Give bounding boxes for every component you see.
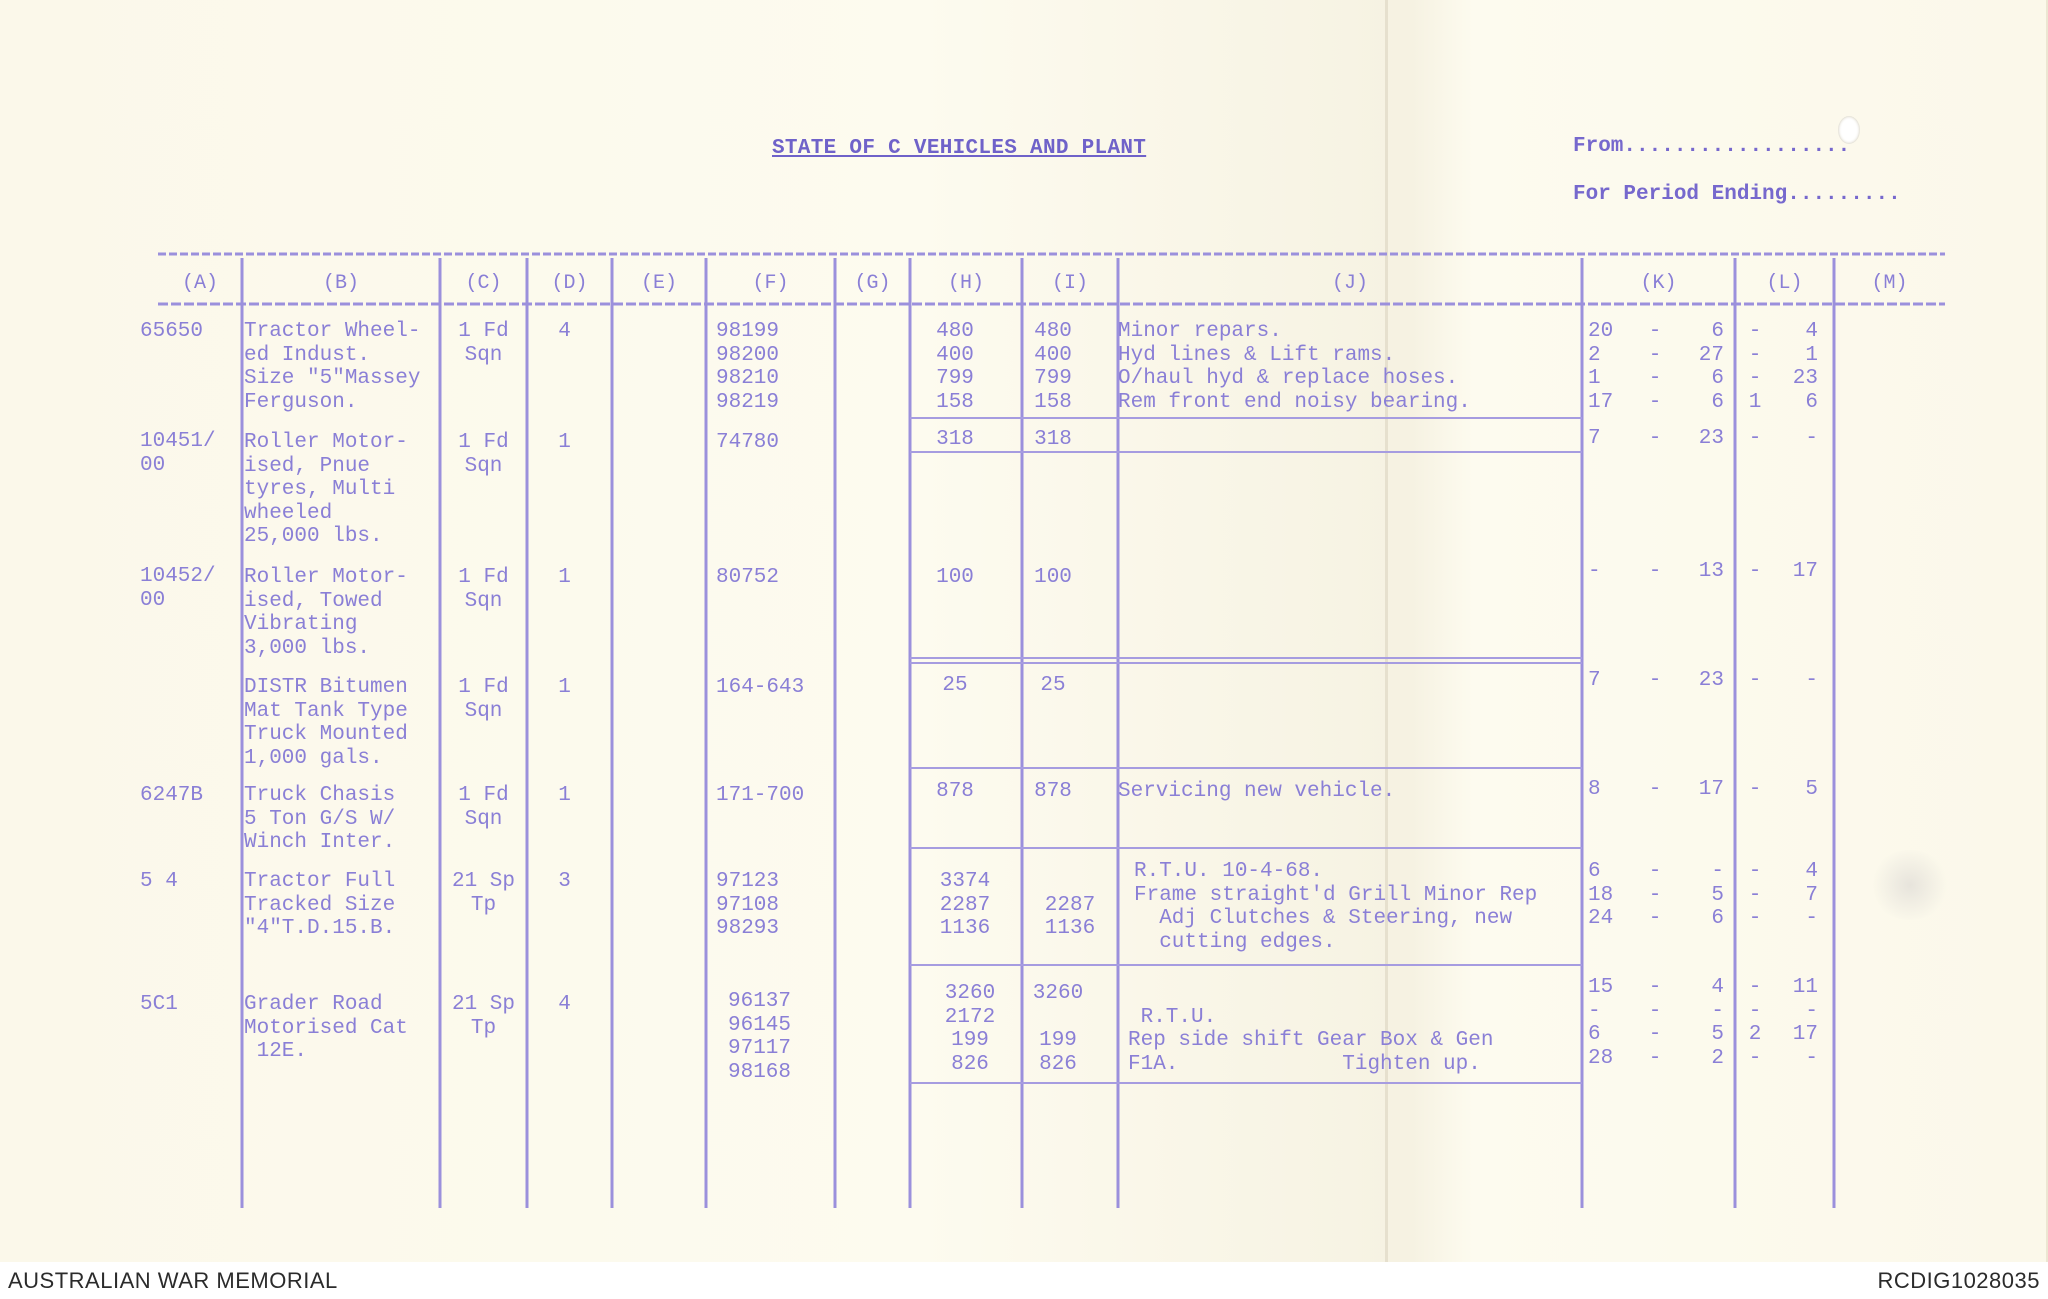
cell-l-1: - bbox=[1748, 560, 1762, 583]
column-header-m: (M) bbox=[1871, 272, 1908, 295]
cell-c: 21 Sp Tp bbox=[451, 993, 515, 1040]
cell-l-2: 4 1 23 6 bbox=[1792, 320, 1818, 414]
cell-k-3: 23 bbox=[1698, 427, 1724, 450]
cell-h: 3374 2287 1136 bbox=[939, 870, 991, 940]
cell-c: 1 Fd Sqn bbox=[458, 566, 509, 613]
cell-k-2: - bbox=[1648, 427, 1662, 450]
column-header-h: (H) bbox=[947, 272, 984, 295]
cell-j: R.T.U. 10-4-68. Frame straight'd Grill Minor Rep Adj Clutches & Steering, new cutting edges. bbox=[1134, 860, 1538, 954]
cell-l-1: - - - 1 bbox=[1748, 320, 1762, 414]
from-dots: .................. bbox=[1623, 135, 1851, 158]
cell-f: 164-643 bbox=[716, 676, 805, 699]
cell-b: DISTR Bitumen Mat Tank Type Truck Mounted 1,000 gals. bbox=[244, 676, 408, 770]
cell-a: 6247B bbox=[140, 784, 204, 807]
cell-f: 98199 98200 98210 98219 bbox=[716, 320, 780, 414]
cell-l-1: - bbox=[1748, 427, 1762, 450]
cell-k-3: 4 - 5 2 bbox=[1711, 976, 1724, 1070]
cell-c: 1 Fd Sqn bbox=[458, 431, 509, 478]
cell-f: 74780 bbox=[716, 431, 780, 454]
cell-l-2: 17 bbox=[1792, 560, 1818, 583]
cell-b: Grader Road Motorised Cat 12E. bbox=[244, 993, 408, 1063]
cell-l-2: 4 7 - bbox=[1805, 860, 1818, 930]
cell-c: 1 Fd Sqn bbox=[458, 784, 509, 831]
cell-d: 1 bbox=[558, 784, 571, 807]
cell-d: 4 bbox=[558, 320, 571, 343]
cell-j: R.T.U. Rep side shift Gear Box & Gen F1A. Tighten up. bbox=[1128, 1005, 1494, 1076]
cell-k-2: - - - - bbox=[1648, 320, 1662, 414]
cell-b: Roller Motor- ised, Towed Vibrating 3,000 lbs. bbox=[244, 566, 408, 660]
cell-h: 100 bbox=[936, 566, 974, 589]
cell-i: 100 bbox=[1034, 566, 1072, 589]
cell-l-1: - bbox=[1748, 669, 1762, 692]
cell-b: Truck Chasis 5 Ton G/S W/ Winch Inter. bbox=[244, 784, 396, 854]
column-header-e: (E) bbox=[640, 272, 677, 295]
cell-d: 1 bbox=[558, 431, 571, 454]
document-title: STATE OF C VEHICLES AND PLANT bbox=[772, 137, 1147, 160]
cell-h: 25 bbox=[942, 674, 968, 697]
column-header-c: (C) bbox=[465, 272, 502, 295]
cell-k-2: - bbox=[1648, 669, 1662, 692]
cell-k-1: 20 2 1 17 bbox=[1588, 320, 1614, 414]
cell-d: 1 bbox=[558, 566, 571, 589]
cell-i: 2287 1136 bbox=[1044, 893, 1096, 940]
cell-c: 21 Sp Tp bbox=[451, 870, 515, 917]
column-header-g: (G) bbox=[854, 272, 891, 295]
cell-l-1: - - 2 - bbox=[1748, 976, 1762, 1070]
cell-k-2: - - - bbox=[1648, 860, 1662, 930]
cell-l-1: - - - bbox=[1748, 860, 1762, 930]
cell-k-1: 15 - 6 28 bbox=[1588, 976, 1614, 1070]
cell-k-3: 13 bbox=[1698, 560, 1724, 583]
cell-k-3: 6 27 6 6 bbox=[1698, 320, 1724, 414]
cell-b: Tractor Full Tracked Size "4"T.D.15.B. bbox=[244, 870, 396, 940]
cell-l-2: 5 bbox=[1805, 778, 1818, 801]
cell-k-2: - bbox=[1648, 560, 1662, 583]
cell-k-1: 7 bbox=[1588, 427, 1601, 450]
cell-k-3: 17 bbox=[1698, 778, 1724, 801]
cell-l-2: - bbox=[1805, 427, 1818, 450]
cell-k-3: - 5 6 bbox=[1711, 860, 1724, 930]
cell-i: 878 bbox=[1034, 780, 1072, 803]
column-header-k: (K) bbox=[1640, 272, 1677, 295]
period-label: For Period Ending bbox=[1573, 183, 1788, 206]
cell-d: 1 bbox=[558, 676, 571, 699]
cell-f: 80752 bbox=[716, 566, 780, 589]
column-header-b: (B) bbox=[322, 272, 359, 295]
cell-d: 4 bbox=[558, 993, 571, 1016]
column-header-d: (D) bbox=[551, 272, 588, 295]
cell-f: 97123 97108 98293 bbox=[716, 870, 780, 940]
cell-b: Tractor Wheel- ed Indust. Size "5"Massey Ferguson. bbox=[244, 320, 421, 414]
cell-b: Roller Motor- ised, Pnue tyres, Multi wheeled 25,000 lbs. bbox=[244, 431, 408, 548]
column-header-l: (L) bbox=[1766, 272, 1803, 295]
cell-k-2: - bbox=[1648, 778, 1662, 801]
column-header-a: (A) bbox=[181, 272, 218, 295]
cell-k-1: 7 bbox=[1588, 669, 1601, 692]
cell-k-1: 6 18 24 bbox=[1588, 860, 1614, 930]
cell-h: 3260 2172 199 826 bbox=[944, 982, 996, 1076]
cell-f: 96137 96145 97117 98168 bbox=[728, 990, 792, 1084]
cell-c: 1 Fd Sqn bbox=[458, 320, 509, 367]
period-dots: ......... bbox=[1787, 183, 1901, 206]
cell-j: Servicing new vehicle. bbox=[1118, 780, 1396, 803]
cell-k-1: - bbox=[1588, 560, 1601, 583]
cell-a: 10451/ 00 bbox=[140, 430, 216, 477]
cell-l-2: 11 - 17 - bbox=[1792, 976, 1818, 1070]
cell-a: 5C1 bbox=[140, 993, 178, 1016]
from-label: From bbox=[1573, 135, 1624, 158]
cell-d: 3 bbox=[558, 870, 571, 893]
cell-a: 65650 bbox=[140, 320, 204, 343]
cell-l-2: - bbox=[1805, 669, 1818, 692]
cell-k-2: - - - - bbox=[1648, 976, 1662, 1070]
cell-i: 480 400 799 158 bbox=[1034, 320, 1072, 414]
cell-h: 878 bbox=[936, 780, 974, 803]
cell-c: 1 Fd Sqn bbox=[458, 676, 509, 723]
column-header-i: (I) bbox=[1051, 272, 1088, 295]
cell-l-1: - bbox=[1748, 778, 1762, 801]
cell-i: 25 bbox=[1040, 674, 1066, 697]
cell-h: 318 bbox=[936, 428, 974, 451]
cell-k-3: 23 bbox=[1698, 669, 1724, 692]
cell-f: 171-700 bbox=[716, 784, 805, 807]
cell-h: 480 400 799 158 bbox=[936, 320, 974, 414]
cell-k-1: 8 bbox=[1588, 778, 1601, 801]
cell-a: 5 4 bbox=[140, 870, 178, 893]
cell-i: 318 bbox=[1034, 428, 1072, 451]
footer-credit: AUSTRALIAN WAR MEMORIAL bbox=[8, 1268, 338, 1293]
footer-reference: RCDIG1028035 bbox=[1877, 1268, 2040, 1293]
cell-j: Minor repars. Hyd lines & Lift rams. O/haul hyd & replace hoses. Rem front end noisy bearing. bbox=[1118, 320, 1471, 414]
cell-i: 3260 199 826 bbox=[1032, 982, 1084, 1076]
column-header-f: (F) bbox=[752, 272, 789, 295]
column-header-j: (J) bbox=[1331, 272, 1368, 295]
cell-a: 10452/ 00 bbox=[140, 565, 216, 612]
